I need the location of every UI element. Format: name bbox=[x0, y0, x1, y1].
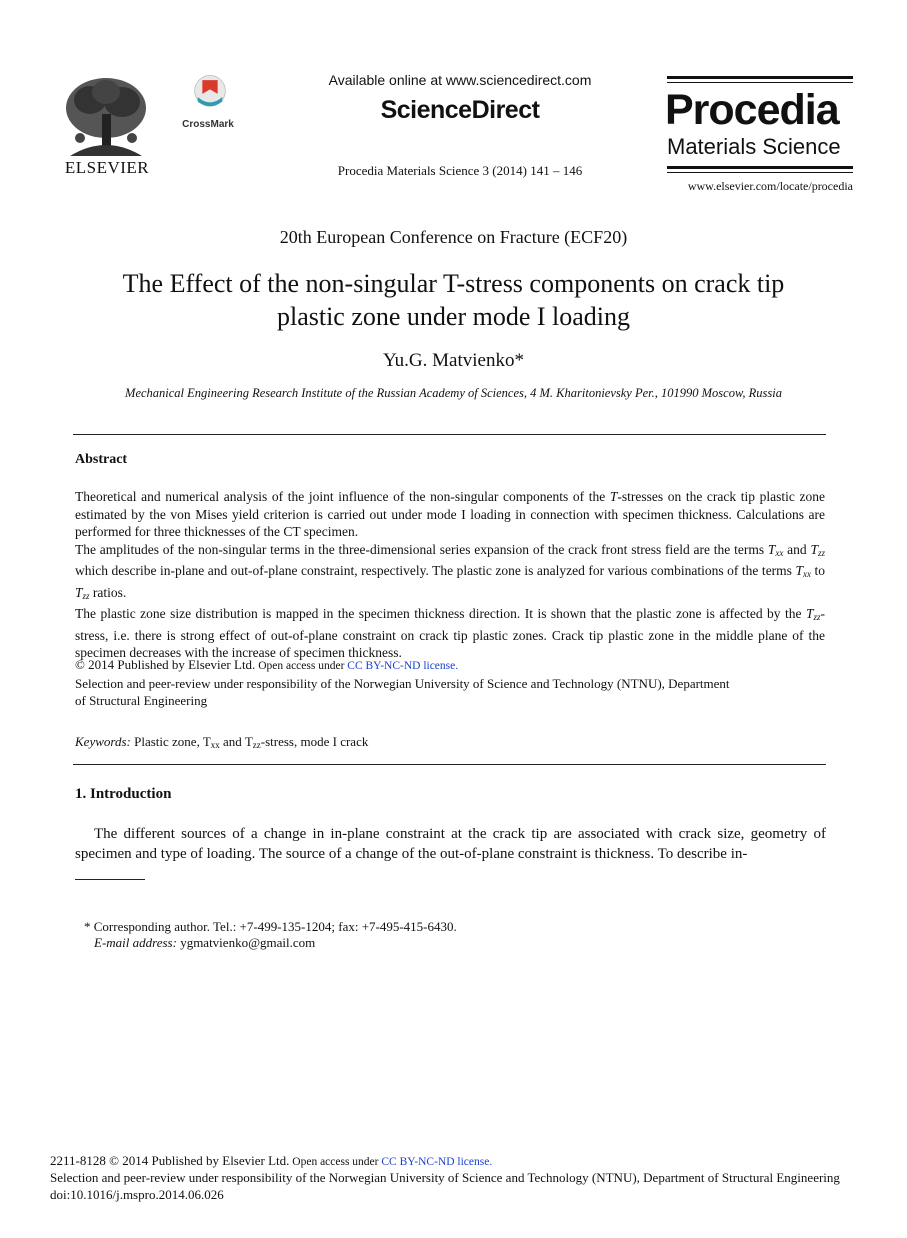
journal-reference: Procedia Materials Science 3 (2014) 141 – 146 bbox=[337, 163, 583, 178]
footnote-rule bbox=[75, 879, 145, 880]
bottom-license-link[interactable]: CC BY-NC-ND license. bbox=[381, 1156, 493, 1168]
bottom-issn-line: 2211-8128 © 2014 Published by Elsevier Ltd. Open access under CC BY-NC-ND license. bbox=[50, 1153, 493, 1168]
procedia-bottom-rule bbox=[667, 166, 853, 169]
procedia-top-rule bbox=[667, 76, 853, 79]
license-link[interactable]: CC BY-NC-ND license. bbox=[347, 660, 459, 672]
bottom-peer-review: Selection and peer-review under responsibility of the Norwegian University of Science and Technology (NTNU), Department of Structural Engineering bbox=[50, 1170, 840, 1185]
copyright-line-1: © 2014 Published by Elsevier Ltd. Open access under CC BY-NC-ND license. bbox=[75, 657, 459, 672]
elsevier-wordmark: ELSEVIER bbox=[64, 158, 150, 177]
bottom-doi[interactable]: doi:10.1016/j.mspro.2014.06.026 bbox=[50, 1187, 224, 1202]
divider-bottom bbox=[73, 764, 826, 765]
procedia-url[interactable]: www.elsevier.com/locate/procedia bbox=[687, 179, 853, 193]
author-name: Yu.G. Matvienko* bbox=[383, 350, 524, 371]
title-line-2: plastic zone under mode I loading bbox=[276, 302, 631, 331]
copyright-line-3: of Structural Engineering bbox=[75, 693, 208, 708]
footnote-corresponding: * Corresponding author. Tel.: +7-499-135-1204; fax: +7-495-415-6430. bbox=[84, 919, 457, 934]
abstract-paragraph-3: The plastic zone size distribution is mapped in the specimen thickness direction. It is shown that the plastic zone is affected by the $T_{zz}$-stress, i.e. there is strong effect of out-of-plane constraint on crack tip plastic zones. Crack tip plastic zone in the middle plane of the specimen decreases with the increase of specimen thickness. bbox=[75, 606, 825, 660]
affiliation: Mechanical Engineering Research Institute of the Russian Academy of Sciences, 4 M. Kharitonievsky Per., 101990 Moscow, Russia bbox=[125, 386, 782, 400]
divider-top bbox=[73, 434, 826, 435]
available-online-text[interactable]: Available online at www.sciencedirect.com bbox=[328, 72, 592, 88]
sciencedirect-logo: ScienceDirect bbox=[380, 96, 540, 124]
paper-title bbox=[80, 267, 827, 333]
conference-name: 20th European Conference on Fracture (ECF20) bbox=[279, 227, 628, 247]
copyright-block bbox=[75, 656, 835, 709]
abstract-body bbox=[75, 488, 825, 662]
procedia-subtitle: Materials Science bbox=[667, 134, 841, 159]
title-line-1: The Effect of the non-singular T-stress components on crack tip bbox=[122, 269, 785, 298]
procedia-top-rule-thin bbox=[667, 82, 853, 83]
footnote-email: E-mail address: ygmatvienko@gmail.com bbox=[94, 935, 316, 950]
procedia-bottom-rule-thin bbox=[667, 172, 853, 173]
keywords: Keywords: Plastic zone, Txx and Tzz-stress, mode I crack bbox=[75, 734, 369, 750]
crossmark-icon[interactable] bbox=[182, 74, 238, 120]
email-link[interactable]: ygmatvienko@gmail.com bbox=[176, 935, 316, 950]
abstract-paragraph-2: The amplitudes of the non-singular terms in the three-dimensional series expansion of the crack front stress field are the terms $T_{xx}$ and $T_{zz}$ which describe in-plane and out-of-plane constraint, respectively. The plastic zone is analyzed for various combinations of the terms $T_{xx}$ to $T_{zz}$ ratios. bbox=[75, 541, 825, 601]
abstract-paragraph-1: Theoretical and numerical analysis of the joint influence of the non-singular components of the T-stresses on the crack tip plastic zone estimated by the von Mises yield criterion is carried out under mode I loading in connection with specimen thickness. Calculations are performed for three thicknesses of the CT specimen. bbox=[75, 489, 825, 539]
copyright-line-2: Selection and peer-review under responsibility of the Norwegian University of Science and Technology (NTNU), Department bbox=[75, 676, 730, 691]
crossmark-label: CrossMark bbox=[182, 119, 234, 130]
procedia-logo: Procedia bbox=[665, 86, 839, 134]
introduction-text: The different sources of a change in in-plane constraint at the crack tip are associated with crack size, geometry of specimen and type of loading. The source of a change of the out-of-plane constraint is thickness. To describe in- bbox=[75, 826, 826, 862]
abstract-heading: Abstract bbox=[75, 452, 128, 467]
introduction-heading: 1. Introduction bbox=[75, 786, 172, 802]
